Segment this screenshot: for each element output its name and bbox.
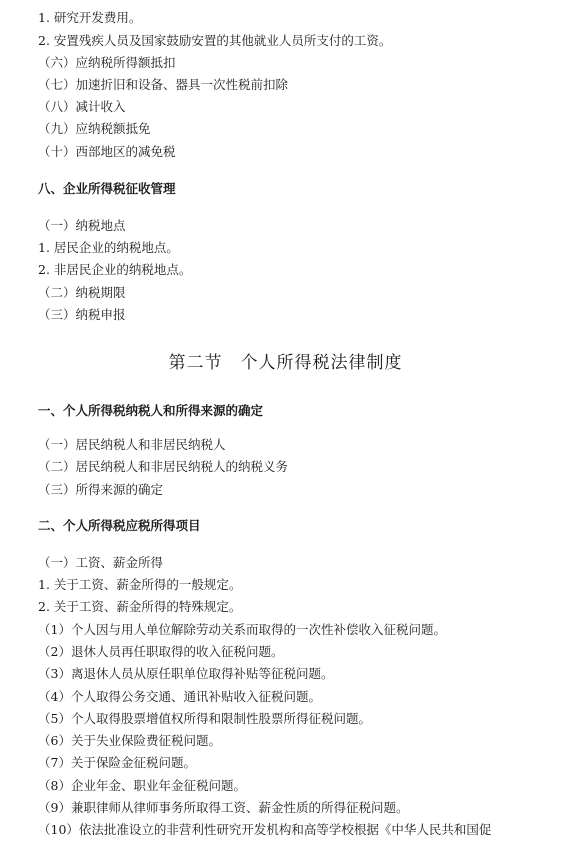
list-item: （六）应纳税所得额抵扣: [38, 55, 176, 70]
list-item: （9）兼职律师从律师事务所取得工资、薪金性质的所得征税问题。: [38, 800, 409, 815]
section-heading: 二、个人所得税应税所得项目: [38, 518, 201, 533]
list-item: （8）企业年金、职业年金征税问题。: [38, 778, 246, 793]
list-item: （八）减计收入: [38, 99, 126, 114]
list-item: （十）西部地区的减免税: [38, 144, 176, 159]
list-item: 2. 安置残疾人员及国家鼓励安置的其他就业人员所支付的工资。: [38, 33, 392, 48]
list-item: （七）加速折旧和设备、器具一次性税前扣除: [38, 77, 289, 92]
list-item: （1）个人因与用人单位解除劳动关系而取得的一次性补偿收入征税问题。: [38, 622, 446, 637]
list-item: 2. 非居民企业的纳税地点。: [38, 262, 192, 277]
list-item: 2. 关于工资、薪金所得的特殊规定。: [38, 599, 242, 614]
list-item: （三）纳税申报: [38, 307, 126, 322]
list-item: （3）离退休人员从原任职单位取得补贴等征税问题。: [38, 666, 334, 681]
list-item: （10）依法批准设立的非营利性研究开发机构和高等学校根据《中华人民共和国促: [38, 822, 492, 837]
list-item: （2）退休人员再任职取得的收入征税问题。: [38, 644, 284, 659]
section-heading: 一、个人所得税纳税人和所得来源的确定: [38, 403, 264, 418]
list-item: （一）工资、薪金所得: [38, 555, 164, 570]
list-item: （三）所得来源的确定: [38, 482, 164, 497]
list-item: 1. 居民企业的纳税地点。: [38, 240, 179, 255]
list-item: （5）个人取得股票增值权所得和限制性股票所得征税问题。: [38, 711, 371, 726]
list-item: （6）关于失业保险费征税问题。: [38, 733, 221, 748]
list-item: （九）应纳税额抵免: [38, 121, 151, 136]
list-item: 1. 研究开发费用。: [38, 10, 142, 25]
list-item: （二）纳税期限: [38, 285, 126, 300]
section-title: 第二节 个人所得税法律制度: [168, 353, 403, 373]
list-item: （一）居民纳税人和非居民纳税人: [38, 437, 226, 452]
list-item: （一）纳税地点: [38, 218, 126, 233]
list-item: （二）居民纳税人和非居民纳税人的纳税义务: [38, 459, 289, 474]
section-heading: 八、企业所得税征收管理: [38, 181, 176, 196]
list-item: 1. 关于工资、薪金所得的一般规定。: [38, 577, 242, 592]
list-item: （7）关于保险金征税问题。: [38, 755, 196, 770]
list-item: （4）个人取得公务交通、通讯补贴收入征税问题。: [38, 689, 321, 704]
